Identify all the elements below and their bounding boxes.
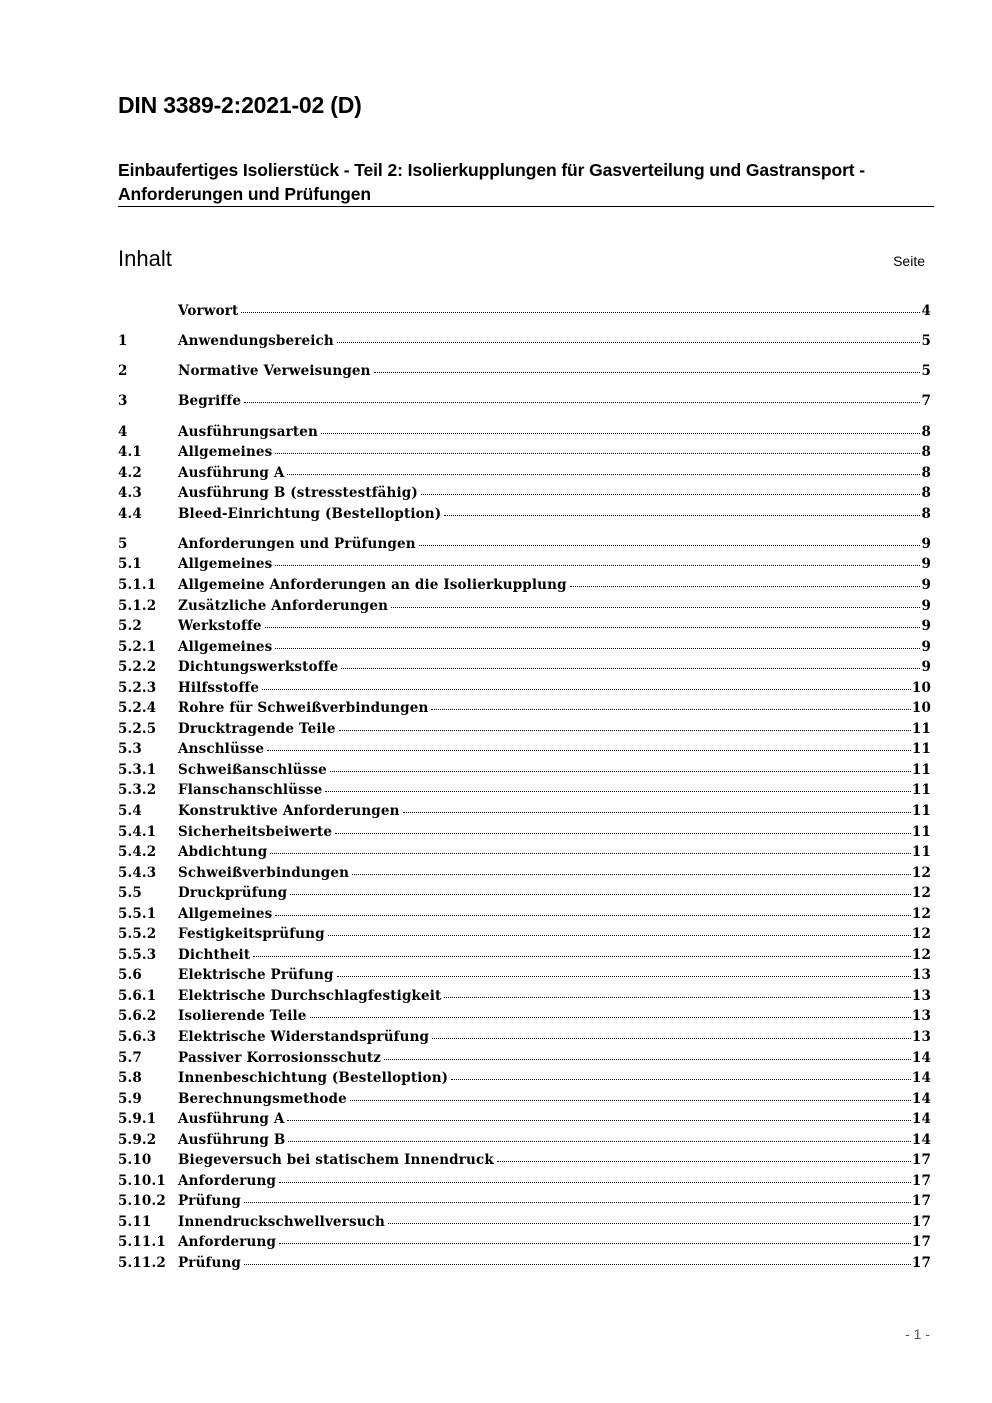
toc-entry-title: Allgemeine Anforderungen an die Isolierkupplung: [178, 576, 567, 593]
toc-entry-number: 5.2.3: [118, 679, 157, 696]
toc-dot-leader: [244, 402, 920, 403]
toc-dot-leader: [262, 689, 911, 690]
toc-entry-page: 9: [921, 659, 931, 676]
toc-dot-leader: [432, 1038, 911, 1039]
toc-entry[interactable]: [118, 883, 931, 904]
toc-entry-title: Allgemeines: [178, 556, 273, 573]
toc-entry[interactable]: [118, 863, 931, 884]
toc-entry-page: 8: [921, 444, 931, 461]
toc-entry-title: Innendruckschwellversuch: [178, 1213, 385, 1230]
toc-dot-leader: [421, 494, 921, 495]
toc-entry-page: 10: [911, 700, 931, 717]
toc-entry-number: 4.2: [118, 464, 142, 481]
toc-entry-number: 1: [118, 333, 128, 350]
toc-dot-leader: [267, 750, 911, 751]
toc-entry-page: 9: [921, 576, 931, 593]
toc-dot-leader: [444, 997, 910, 998]
toc-entry-number: 5.3.1: [118, 761, 157, 778]
toc-entry-page: 14: [911, 1049, 931, 1066]
toc-dot-leader: [325, 791, 911, 792]
toc-entry-page: 11: [911, 844, 931, 861]
toc-entry-page: 5: [921, 333, 931, 350]
toc-entry-number: 5.2.5: [118, 720, 157, 737]
toc-entry[interactable]: [118, 924, 931, 945]
toc-entry-title: Elektrische Prüfung: [178, 967, 334, 984]
toc-entry-number: 5.1: [118, 556, 142, 573]
toc-entry[interactable]: [118, 965, 931, 986]
toc-entry-page: 8: [921, 423, 931, 440]
toc-dot-leader: [287, 1120, 910, 1121]
toc-group: [118, 331, 931, 352]
toc-entry-number: 4: [118, 423, 128, 440]
toc-entry-page: 9: [921, 638, 931, 655]
toc-entry[interactable]: [118, 442, 931, 463]
toc-entry[interactable]: [118, 1068, 931, 1089]
toc-entry[interactable]: [118, 1006, 931, 1027]
toc-entry-title: Begriffe: [178, 393, 242, 410]
toc-entry[interactable]: [118, 637, 931, 658]
toc-entry-title: Anforderung: [178, 1234, 277, 1251]
toc-entry[interactable]: [118, 678, 931, 699]
toc-entry-title: Werkstoffe: [178, 618, 262, 635]
toc-entry-number: 5.5.3: [118, 946, 157, 963]
toc-entry-title: Drucktragende Teile: [178, 720, 336, 737]
toc-entry-title: Anwendungsbereich: [178, 333, 334, 350]
toc-entry-number: 5.9: [118, 1090, 142, 1107]
toc-entry[interactable]: [118, 657, 931, 678]
toc-entry[interactable]: [118, 739, 931, 760]
toc-dot-leader: [310, 1017, 911, 1018]
toc-entry-number: 5.3.2: [118, 782, 157, 799]
toc-entry[interactable]: [118, 422, 931, 443]
toc-entry-title: Berechnungsmethode: [178, 1090, 347, 1107]
toc-entry[interactable]: [118, 760, 931, 781]
page-number: - 1 -: [905, 1326, 930, 1342]
toc-entry[interactable]: [118, 391, 931, 412]
toc-entry[interactable]: [118, 1232, 931, 1253]
toc-dot-leader: [253, 956, 911, 957]
toc-entry-number: 5.2: [118, 618, 142, 635]
toc-entry-page: 12: [911, 905, 931, 922]
toc-entry-page: 12: [911, 885, 931, 902]
toc-entry-number: 5.6: [118, 967, 142, 984]
toc-page-column-label: Seite: [893, 253, 925, 269]
toc-entry-title: Flanschanschlüsse: [178, 782, 323, 799]
toc-entry-number: 5.7: [118, 1049, 142, 1066]
toc-entry-title: Dichtungswerkstoffe: [178, 659, 339, 676]
toc-group: [118, 534, 931, 1274]
toc-entry-page: 4: [921, 303, 931, 319]
toc-entry-page: 9: [921, 535, 931, 552]
toc-entry-page: 17: [911, 1172, 931, 1189]
toc-entry[interactable]: [118, 1191, 931, 1212]
toc-entry-page: 13: [911, 1008, 931, 1025]
toc-entry-page: 8: [921, 505, 931, 522]
toc-entry-page: 14: [911, 1070, 931, 1087]
toc-entry[interactable]: [118, 1171, 931, 1192]
toc-entry-title: Prüfung: [178, 1255, 242, 1272]
toc-group: [118, 361, 931, 382]
toc-entry-number: 4.1: [118, 444, 142, 461]
toc-dot-leader: [321, 433, 920, 434]
toc-entry-page: 14: [911, 1090, 931, 1107]
toc-entry-number: 5.6.3: [118, 1029, 157, 1046]
toc-entry[interactable]: [118, 554, 931, 575]
toc-entry-page: 17: [911, 1255, 931, 1272]
toc-entry-number: 5.1.2: [118, 597, 157, 614]
toc-dot-leader: [337, 976, 911, 977]
toc-entry-title: Anforderung: [178, 1172, 277, 1189]
toc-entry-title: Konstruktive Anforderungen: [178, 803, 400, 819]
toc-entry-page: 13: [911, 967, 931, 984]
toc-entry-title: Druckprüfung: [178, 885, 288, 902]
toc-entry-number: 5.5.2: [118, 926, 157, 943]
toc-entry-number: 5.1.1: [118, 576, 157, 593]
toc-entry-number: 5.6.1: [118, 987, 157, 1004]
toc-entry[interactable]: [118, 1212, 931, 1233]
toc-entry[interactable]: [118, 361, 931, 382]
toc-dot-leader: [288, 1141, 910, 1142]
toc-entry[interactable]: [118, 904, 931, 925]
toc-entry[interactable]: [118, 842, 931, 863]
toc-dot-leader: [279, 1243, 911, 1244]
toc-dot-leader: [244, 1264, 911, 1265]
toc-entry-number: 5.4: [118, 803, 142, 819]
toc-dot-leader: [388, 1223, 911, 1224]
toc-entry-title: Allgemeines: [178, 905, 273, 922]
toc-dot-leader: [290, 894, 911, 895]
toc-dot-leader: [330, 771, 911, 772]
toc-entry-title: Ausführung A: [178, 1111, 285, 1128]
toc-entry-title: Isolierende Teile: [178, 1008, 307, 1025]
toc-entry-page: 11: [911, 741, 931, 758]
toc-entry[interactable]: [118, 1109, 931, 1130]
toc-entry-page: 11: [911, 761, 931, 778]
toc-entry[interactable]: [118, 1089, 931, 1110]
toc-dot-leader: [419, 545, 921, 546]
toc-entry[interactable]: [118, 945, 931, 966]
toc-dot-leader: [391, 607, 920, 608]
toc-entry-number: 5.11.1: [118, 1234, 166, 1251]
table-of-contents: [118, 301, 931, 1274]
toc-entry-title: Ausführung A: [178, 464, 285, 481]
toc-group: [118, 422, 931, 525]
toc-entry-title: Bleed-Einrichtung (Bestelloption): [178, 505, 442, 522]
toc-entry-page: 11: [911, 720, 931, 737]
toc-entry-number: 5.9.1: [118, 1111, 157, 1128]
toc-dot-leader: [270, 853, 911, 854]
toc-entry-title: Biegeversuch bei statischem Innendruck: [178, 1152, 494, 1169]
toc-entry-title: Elektrische Widerstandsprüfung: [178, 1029, 430, 1046]
toc-entry-title: Rohre für Schweißverbindungen: [178, 700, 429, 717]
toc-entry-number: 5.10: [118, 1152, 152, 1169]
toc-dot-leader: [374, 372, 921, 373]
toc-entry[interactable]: [118, 596, 931, 617]
toc-entry[interactable]: [118, 575, 931, 596]
toc-dot-leader: [275, 453, 920, 454]
toc-entry[interactable]: [118, 822, 931, 843]
toc-entry-page: 7: [921, 393, 931, 410]
toc-entry-page: 17: [911, 1213, 931, 1230]
toc-dot-leader: [244, 1202, 911, 1203]
toc-dot-leader: [335, 833, 911, 834]
toc-dot-leader: [328, 935, 911, 936]
toc-entry-number: 5.9.2: [118, 1131, 157, 1148]
toc-entry-page: 8: [921, 464, 931, 481]
toc-dot-leader: [265, 627, 921, 628]
toc-entry-number: 5.4.3: [118, 864, 157, 881]
toc-entry-title: Innenbeschichtung (Bestelloption): [178, 1070, 449, 1087]
toc-entry-number: 5.8: [118, 1070, 142, 1087]
toc-entry-page: 14: [911, 1111, 931, 1128]
toc-entry-number: 5.10.1: [118, 1172, 166, 1189]
toc-dot-leader: [431, 709, 910, 710]
toc-entry-title: Sicherheitsbeiwerte: [178, 823, 333, 840]
toc-dot-leader: [275, 565, 920, 566]
toc-entry-title: Anforderungen und Prüfungen: [178, 535, 416, 552]
toc-entry-title: Ausführungsarten: [178, 423, 319, 440]
toc-entry-title: Hilfsstoffe: [178, 679, 260, 696]
toc-entry-number: 5: [118, 535, 128, 552]
toc-dot-leader: [350, 1100, 911, 1101]
toc-dot-leader: [287, 474, 920, 475]
toc-dot-leader: [339, 730, 911, 731]
toc-entry-title: Allgemeines: [178, 444, 273, 461]
toc-entry-number: 5.4.2: [118, 844, 157, 861]
toc-entry[interactable]: [118, 1253, 931, 1274]
toc-entry[interactable]: [118, 780, 931, 801]
toc-entry-number: 3: [118, 393, 128, 410]
toc-entry-page: 11: [911, 782, 931, 799]
toc-entry-page: 8: [921, 485, 931, 502]
toc-entry-page: 9: [921, 597, 931, 614]
toc-entry-title: Passiver Korrosionsschutz: [178, 1049, 382, 1066]
toc-entry-title: Zusätzliche Anforderungen: [178, 597, 389, 614]
toc-dot-leader: [275, 915, 910, 916]
toc-entry-title: Vorwort: [178, 303, 239, 319]
toc-entry-page: 5: [921, 363, 931, 380]
toc-entry-title: Ausführung B (stresstestfähig): [178, 485, 418, 502]
toc-entry-title: Schweißanschlüsse: [178, 761, 327, 778]
toc-entry-title: Ausführung B: [178, 1131, 286, 1148]
toc-entry[interactable]: [118, 1048, 931, 1069]
toc-entry-number: 5.6.2: [118, 1008, 157, 1025]
toc-entry-page: 10: [911, 679, 931, 696]
toc-dot-leader: [570, 586, 921, 587]
toc-dot-leader: [403, 812, 911, 813]
toc-group: [118, 301, 931, 322]
toc-entry[interactable]: [118, 1130, 931, 1151]
toc-entry-number: 5.2.2: [118, 659, 157, 676]
toc-entry-number: 5.11.2: [118, 1255, 166, 1272]
toc-entry[interactable]: [118, 616, 931, 637]
toc-dot-leader: [384, 1059, 911, 1060]
toc-entry-title: Allgemeines: [178, 638, 273, 655]
toc-entry-title: Elektrische Durchschlagfestigkeit: [178, 987, 442, 1004]
toc-entry-page: 14: [911, 1131, 931, 1148]
toc-entry[interactable]: [118, 1150, 931, 1171]
toc-entry[interactable]: [118, 801, 931, 822]
toc-entry-page: 12: [911, 926, 931, 943]
toc-entry-title: Dichtheit: [178, 946, 251, 963]
toc-dot-leader: [451, 1079, 911, 1080]
toc-dot-leader: [337, 342, 921, 343]
toc-entry-number: 4.3: [118, 485, 142, 502]
toc-entry-title: Prüfung: [178, 1193, 242, 1210]
toc-entry-title: Normative Verweisungen: [178, 363, 371, 380]
toc-entry-number: 5.11: [118, 1213, 152, 1230]
toc-entry-title: Schweißverbindungen: [178, 864, 350, 881]
document-title: Einbaufertiges Isolierstück - Teil 2: Isolierkupplungen für Gasverteilung und Gastransport - Anforderungen und Prüfungen: [118, 160, 866, 204]
toc-entry-number: 5.3: [118, 741, 142, 758]
toc-entry[interactable]: [118, 331, 931, 352]
toc-entry-page: 12: [911, 864, 931, 881]
document-code: DIN 3389-2:2021-02 (D): [118, 92, 362, 118]
toc-entry[interactable]: [118, 719, 931, 740]
toc-entry-page: 9: [921, 556, 931, 573]
toc-entry-page: 13: [911, 987, 931, 1004]
toc-dot-leader: [341, 668, 920, 669]
toc-entry-number: 2: [118, 363, 128, 380]
toc-entry[interactable]: [118, 483, 931, 504]
toc-entry-page: 17: [911, 1234, 931, 1251]
toc-entry-title: Abdichtung: [178, 844, 268, 861]
toc-entry-page: 11: [911, 823, 931, 840]
toc-entry-number: 4.4: [118, 505, 142, 522]
toc-entry[interactable]: [118, 301, 931, 322]
toc-dot-leader: [497, 1161, 911, 1162]
toc-entry-number: 5.5.1: [118, 905, 157, 922]
toc-entry-page: 17: [911, 1152, 931, 1169]
toc-entry-title: Anschlüsse: [178, 741, 265, 758]
toc-entry-number: 5.5: [118, 885, 142, 902]
toc-entry[interactable]: [118, 698, 931, 719]
toc-entry[interactable]: [118, 463, 931, 484]
toc-entry-number: 5.2.1: [118, 638, 157, 655]
toc-entry[interactable]: [118, 504, 931, 525]
toc-dot-leader: [352, 874, 911, 875]
toc-dot-leader: [279, 1182, 911, 1183]
toc-entry-page: 13: [911, 1029, 931, 1046]
toc-entry-title: Festigkeitsprüfung: [178, 926, 325, 943]
toc-entry[interactable]: [118, 986, 931, 1007]
toc-dot-leader: [444, 515, 920, 516]
toc-entry-page: 11: [911, 803, 931, 819]
toc-dot-leader: [275, 648, 920, 649]
toc-entry-number: 5.10.2: [118, 1193, 166, 1210]
title-divider: [118, 206, 934, 207]
toc-entry[interactable]: [118, 1027, 931, 1048]
toc-heading: Inhalt: [118, 246, 172, 271]
toc-entry[interactable]: [118, 534, 931, 555]
toc-group: [118, 391, 931, 412]
toc-entry-page: 9: [921, 618, 931, 635]
toc-entry-page: 12: [911, 946, 931, 963]
toc-entry-number: 5.2.4: [118, 700, 157, 717]
toc-dot-leader: [241, 312, 920, 313]
toc-entry-page: 17: [911, 1193, 931, 1210]
toc-entry-number: 5.4.1: [118, 823, 157, 840]
